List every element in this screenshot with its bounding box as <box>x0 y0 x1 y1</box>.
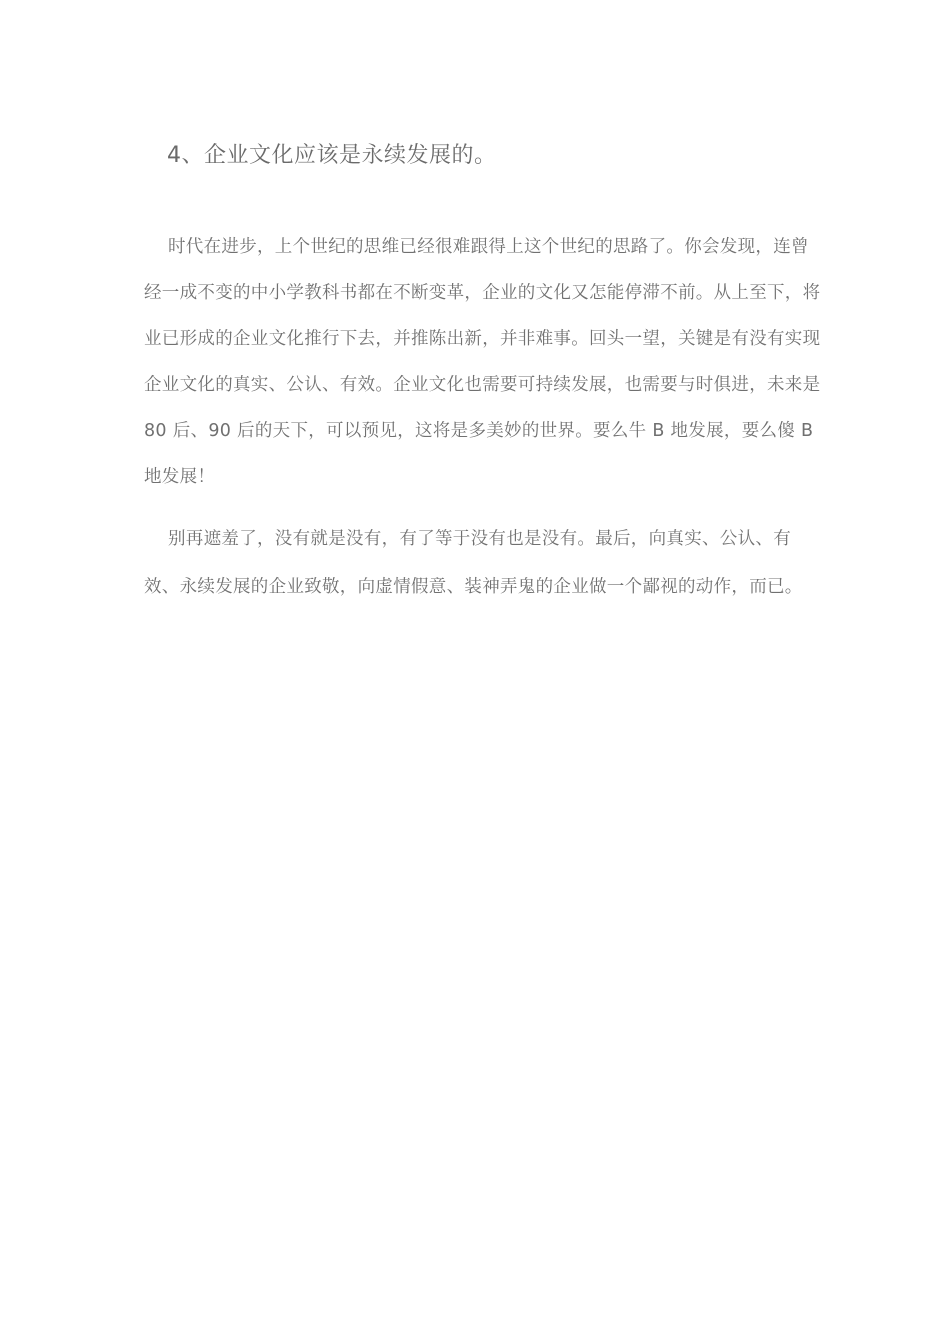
section-heading: 4、企业文化应该是永续发展的。 <box>167 143 497 168</box>
paragraph-2: 别再遮羞了，没有就是没有，有了等于没有也是没有。最后，向真实、公认、有效、永续发展的企业致敬，向虚情假意、装神弄鬼的企业做一个鄙视的动作，而已。 <box>144 529 803 597</box>
paragraph-1: 时代在进步，上个世纪的思维已经很难跟得上这个世纪的思路了。你会发现，连曾经一成不变的中小学教科书都在不断变革，企业的文化又怎能停滞不前。从上至下，将业已形成的企业文化推行下去，并推陈出新，并非难事。回头一望，关键是有没有实现企业文化的真实、公认、有效。企业文化也需要可持续发展，也需要与时俱进，未来是 80 后、90 后的天下，可以预见，这将是多美妙的世界。要么牛 B 地发展，要么傻 B 地发展！ <box>144 237 821 487</box>
